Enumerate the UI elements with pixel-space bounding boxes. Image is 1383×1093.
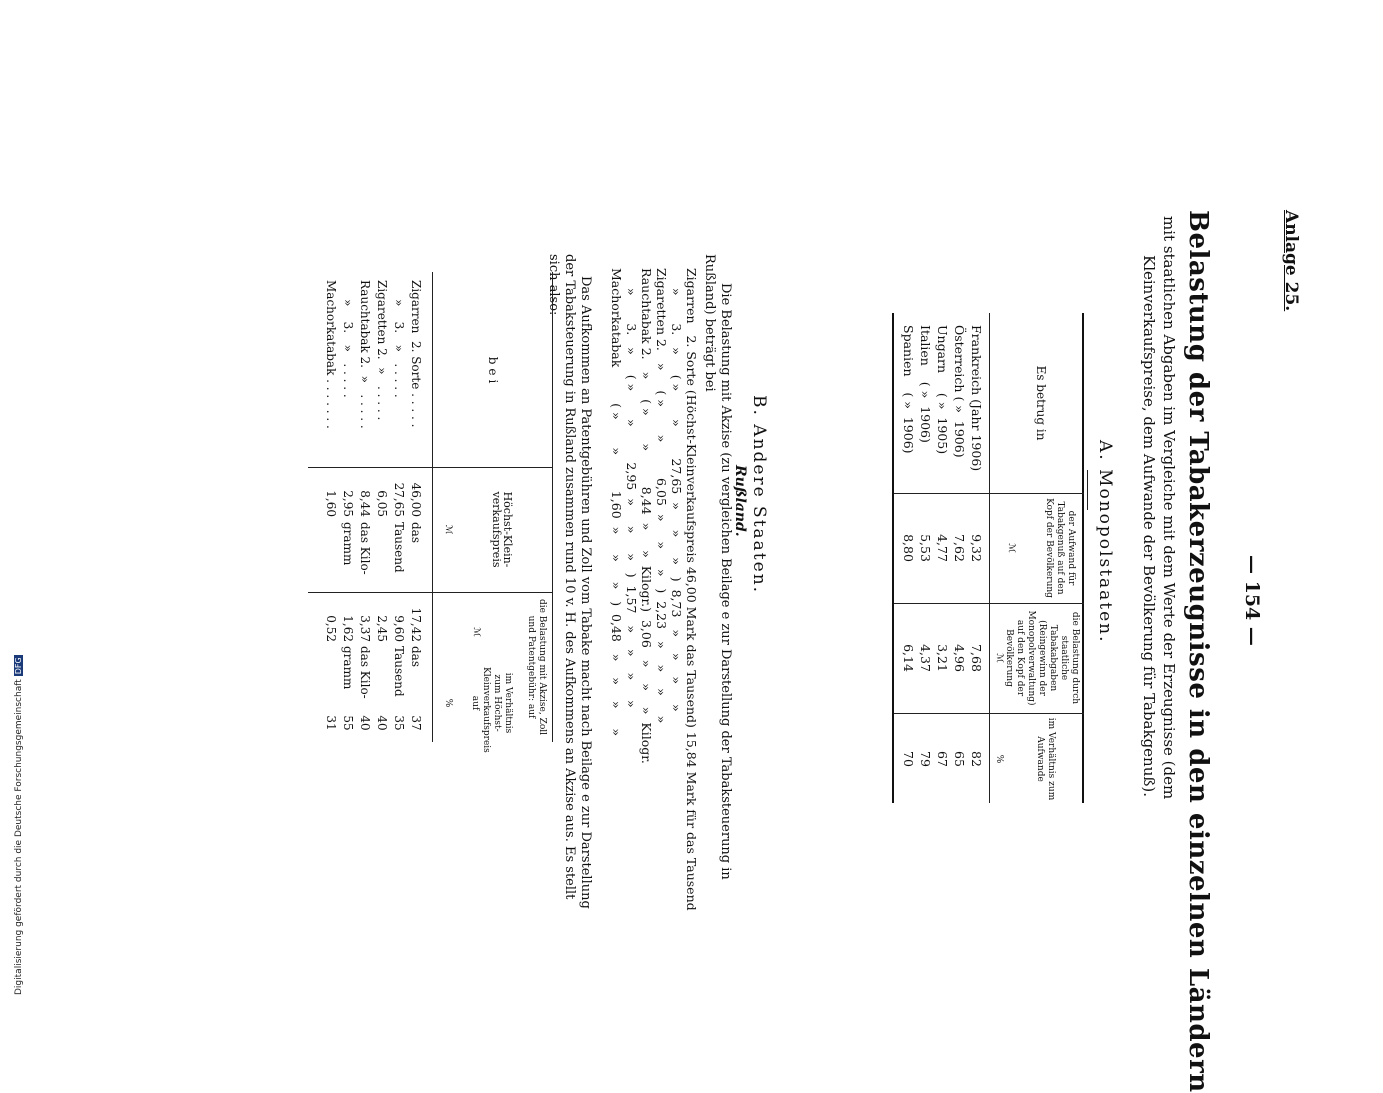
- header-hoechst-preis: Höchst-Klein-verkaufspreis: [490, 491, 514, 568]
- header-es-betrug: Es betrug in: [1034, 365, 1048, 441]
- cell-percent: 79: [918, 751, 933, 767]
- cell-belastung: 0,52: [324, 615, 338, 642]
- table-top-rule: [552, 272, 553, 742]
- para2-line-2: der Tabaksteuerung in Rußland zusammen rund 10 v. H. des Aufkommens an Akzise aus. Es stellt: [562, 254, 577, 900]
- cell-label: » 3. » . . . . .: [392, 280, 406, 398]
- cell-percent: 31: [324, 715, 338, 731]
- header-belastung-akzise: die Belastung mit Akzise, Zoll und Patentgebühr: auf: [526, 598, 547, 736]
- cell-belastung: 9,60: [392, 615, 406, 642]
- header-aufwand: der Aufwand für Tabakgenuß auf den Kopf der Bevölkerung: [1044, 498, 1076, 598]
- table-col-divider: [308, 592, 553, 593]
- unit-percent: %: [994, 754, 1004, 764]
- cell-percent: 55: [341, 715, 355, 731]
- cell-belastung: 4,96: [952, 644, 967, 672]
- cell-preis-unit: das: [409, 522, 423, 543]
- russland-list-item: » 3. » ( » » 27,65 » » » ) 8,73 » » » »: [669, 268, 684, 712]
- cell-land: Österreich ( » 1906): [952, 325, 967, 458]
- cell-percent: 65: [952, 751, 967, 767]
- header-rule: [432, 272, 433, 742]
- cell-belastung: 17,42: [409, 607, 423, 642]
- cell-belastung: 2,45: [375, 615, 389, 642]
- cell-preis: 1,60: [324, 490, 338, 517]
- header-verhaeltnis-preis: im Verhältnis zum Höchst-Kleinverkaufspreis auf: [470, 667, 513, 753]
- short-divider: [1087, 470, 1088, 510]
- cell-label: Zigaretten 2. » . . . . .: [375, 280, 389, 421]
- cell-belastung: 7,68: [969, 644, 984, 672]
- table-top-rule: [1082, 313, 1084, 803]
- cell-aufwand: 8,80: [901, 534, 916, 562]
- anlage-label: Anlage 25.: [1281, 210, 1301, 312]
- cell-preis-unit: das Kilo-: [358, 522, 372, 575]
- cell-label: » 3. » . . . . .: [341, 280, 355, 398]
- cell-land: Frankreich (Jahr 1906): [969, 325, 984, 472]
- cell-percent: 40: [358, 715, 372, 731]
- cell-aufwand: 9,32: [969, 534, 984, 562]
- cell-label: Rauchtabak 2. » . . . . .: [358, 280, 372, 429]
- para1-line-1: Die Belastung mit Akzise (zu vergleichen Beilage e zur Darstellung der Tabaksteuerung in: [718, 283, 733, 880]
- cell-preis: 27,65: [392, 482, 406, 517]
- header-belastung: die Belastung durch staatliche Tabakabgaben (Reingewinn der Monopolverwaltung) auf den Kopf der Bevölkerung: [1004, 610, 1080, 706]
- page-number: — 154 —: [1241, 555, 1263, 646]
- footer-credit: [14, 655, 24, 995]
- cell-land: Italien ( » 1906): [918, 325, 933, 443]
- russland-heading: Rußland.: [732, 465, 748, 537]
- russland-list-item: Zigaretten 2. » ( » » 6,05 » » » ) 2,23 » » » »: [654, 268, 669, 724]
- cell-label: Zigarren 2. Sorte . . . . .: [409, 280, 423, 428]
- unit-mark: ℳ: [471, 627, 481, 637]
- header-bei: bei: [486, 356, 500, 388]
- cell-belastung-unit: gramm: [341, 646, 355, 690]
- para1-line-2: Rußland) beträgt bei: [702, 254, 717, 392]
- cell-percent: 82: [969, 751, 984, 767]
- cell-belastung: 3,21: [935, 644, 950, 672]
- cell-preis-unit: Tausend: [392, 522, 406, 573]
- cell-percent: 67: [935, 751, 950, 767]
- unit-mark: ℳ: [443, 524, 453, 535]
- cell-aufwand: 4,77: [935, 534, 950, 562]
- cell-percent: 35: [392, 715, 406, 731]
- cell-land: Spanien ( » 1906): [901, 325, 916, 454]
- footer-text: Digitalisierung gefördert durch die Deutsche Forschungsgemeinschaft: [14, 679, 24, 995]
- subtitle-line-2: Kleinverkaufspreise, dem Aufwande der Bevölkerung für Tabakgenuß).: [1140, 255, 1158, 798]
- cell-preis: 8,44: [358, 490, 372, 517]
- cell-preis-unit: gramm: [341, 522, 355, 566]
- section-b-heading: B. Andere Staaten.: [749, 395, 769, 595]
- cell-land: Ungarn ( » 1905): [935, 325, 950, 455]
- table-bottom-rule: [892, 313, 894, 803]
- section-a-heading: A. Monopolstaaten.: [1095, 440, 1115, 644]
- russland-list-item: Rauchtabak 2. » ( » » 8,44 » » Kilogr.) 3,06 » » » Kilogr.: [639, 268, 654, 764]
- dfg-logo: DFG: [14, 657, 23, 675]
- table-col-divider: [308, 467, 553, 468]
- header-rule: [989, 313, 990, 803]
- page-title: Belastung der Tabakerzeugnisse in den einzelnen Ländern: [1183, 210, 1213, 1093]
- para2-line-1: Das Aufkommen an Patentgebühren und Zoll vom Tabake macht nach Beilage e zur Darstellung: [578, 276, 593, 909]
- cell-belastung: 6,14: [901, 644, 916, 672]
- russland-list-item: Zigarren 2. Sorte (Höchst-Kleinverkaufspreis 46,00 Mark das Tausend) 15,84 Mark für das Tausend: [684, 268, 699, 911]
- cell-percent: 40: [375, 715, 389, 731]
- russland-list-item: » 3. » ( » » 2,95 » » » ) 1,57 » » » »: [624, 268, 639, 708]
- cell-belastung: 4,37: [918, 644, 933, 672]
- cell-preis: 2,95: [341, 490, 355, 517]
- cell-percent: 70: [901, 751, 916, 767]
- cell-preis: 46,00: [409, 482, 423, 517]
- cell-belastung-unit: das: [409, 646, 423, 667]
- cell-preis: 6,05: [375, 490, 389, 517]
- header-verhaeltnis: im Verhältnis zum Aufwande: [1035, 717, 1056, 801]
- cell-label: Machorkatabak . . . . . . .: [324, 280, 338, 429]
- unit-mark: ℳ: [1006, 543, 1016, 553]
- unit-percent: %: [443, 698, 453, 708]
- cell-aufwand: 5,53: [918, 534, 933, 562]
- cell-aufwand: 7,62: [952, 534, 967, 562]
- cell-belastung: 1,62: [341, 615, 355, 642]
- russland-list-item: Machorkatabak ( » » 1,60 » » » ) 0,48 » » » »: [609, 268, 624, 737]
- subtitle-line-1: mit staatlichen Abgaben im Vergleiche mit dem Werte der Erzeugnisse (dem: [1160, 216, 1178, 800]
- cell-belastung-unit: das Kilo-: [358, 646, 372, 699]
- unit-mark: ℳ: [994, 653, 1004, 663]
- cell-percent: 37: [409, 715, 423, 731]
- para2-line-3: sich also:: [546, 254, 561, 316]
- cell-belastung: 3,37: [358, 615, 372, 642]
- cell-belastung-unit: Tausend: [392, 646, 406, 697]
